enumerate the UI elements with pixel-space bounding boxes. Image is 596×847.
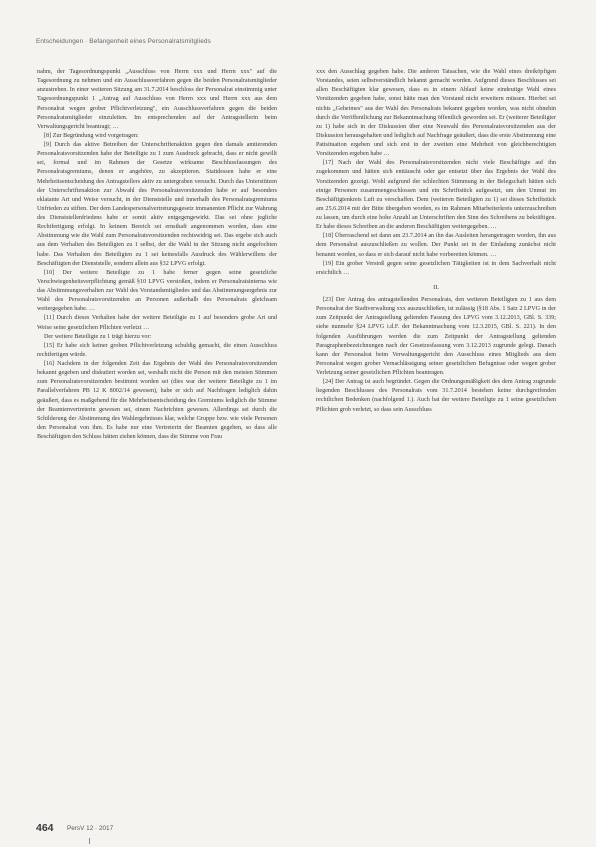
paragraph: [19] Ein grober Verstoß gegen seine gesetzlichen Tätigkeiten ist in dem Sachverhalt nicht ersichtlich … bbox=[316, 260, 556, 276]
paragraph: [23] Der Antrag des antragstellenden Personalrats, den weiteren Beteiligten zu 1 aus dem Personalrat der Stadtverwaltung xxx auszuschließen, ist zulässig (§18 Abs. 1 Satz 2 LPVG in der zum Zeitpunkt der Antragstellung geltenden Fassung des LPVG vom 3.12.2013, GBl. S. 339; siehe nunmehr §24 LPVG i.d.F. der Bekanntmachung vom 12.3.2015, GBl. S. 221). In den folgenden Ausführungen werden die zum Zeitpunkt der Antragstellung geltenden Paragraphenbezeichnungen nach der Gesetzesfassung vom 3.12.2013 zugrunde gelegt. Danach kann der Personalrat beim Verwaltungsgericht den Ausschluss eines Mitglieds aus dem Personalrat wegen grober Vernachlässigung seiner gesetzlichen Befugnisse oder wegen grober Verletzung seiner gesetzlichen Pflichten beantragen. bbox=[316, 297, 556, 376]
paragraph: [15] Er habe sich keiner groben Pflichtverletzung schuldig gemacht, die einen Ausschluss rechtfertigen würde. bbox=[37, 342, 277, 358]
left-text-column bbox=[37, 68, 277, 442]
paragraph: nahm, der Tagesordnungspunkt „Ausschluss von Herrn xxx und Herrn xxx" auf die Tagesordnung zu nehmen und ein Ausschlussverfahren gegen die beiden Personalratsmitglieder anzustreben. In einer weiteren Sitzung am 31.7.2014 beschloss der Personalrat einstimmig unter Tagesordnungspunkt 1 „Antrag auf Ausschluss von Herrn xxx und Herrn xxx aus dem Personalrat wegen grober Pflichtverletzung", ein Ausschlussverfahren gegen die beiden Personalratsmitglieder einzuleiten. Im entsprechenden auf der Antragstellerin beim Verwaltungsgericht beantragt; … bbox=[37, 69, 277, 130]
paragraph: [16] Nachdem in der folgenden Zeit das Ergebnis der Wahl des Personalratsvorsitzenden bekannt gegeben und diskutiert worden sei, weshalb nicht die Person mit den meisten Stimmen zum Personalratsvorsitzenden bestimmt worden sei (dies war der weitere Beteiligte zu 1 im Parallelverfahren PB 12 K 8002/14 gewesen), habe er sich auf Nachfragen lediglich dahin geäußert, dass es maßgebend für die Mehrheitsentscheidung des Gremiums lediglich die Stimme der Beamtenvertreterin gewesen sei, einem Nachrichten gewesen. Allerdings sei durch die Schilderung der Abstimmung des Wahlergebnisses klar, welche Gruppe bzw. wie viele Personen den Personalrat von ihm. Es habe nur eine Vertreterin der Beamten gegeben, so dass alle Beschäftigten den Schluss hätten ziehen können, dass die Stimme von Frau bbox=[37, 361, 277, 440]
paragraph: [11] Durch dieses Verhalten habe der weitere Beteiligte zu 1 auf besonders grobe Art und Weise seine gesetzlichen Pflichten verletzt … bbox=[37, 315, 277, 331]
paragraph: xxx den Ausschlag gegeben habe. Die anderen Tatsachen, wie die Wahl eines dreiköpfigen Vorstandes, seien selbstverständlich bekannt gemacht worden. Aufgrund dieses Beschlusses sei allen Beschäftigten klar gewesen, dass es in einem Ablauf keine eindeutige Wahl eines Vorsitzenden gegeben habe, sonst hätte man den Vorstand nicht erweitern müssen. Hierbei sei nichts „Geheimes" aus der Wahl des Personalrats bekannt gegeben worden, was nicht ohnehin durch die Veröffentlichung zur Bekanntmachung öffentlich geworden sei. Er (weiterer Beteiligter zu 1) habe sich in der Diskussion über eine Neuwahl des Personalratsvorsitzenden aus der Diskussion herausgehalten und lediglich auf Nachfrage geäußert, dass die erste Abstimmung eine Pattsituation ergeben und sich erst in der zweiten eine Mehrheit von gleichberechtigten Vorsitzenden ergeben habe … bbox=[316, 69, 556, 158]
paragraph: [24] Der Antrag ist auch begründet. Gegen die Ordnungsmäßigkeit des dem Antrag zugrunde liegenden Beschlusses des Personalrats vom 31.7.2014 bestehen keine durchgreifenden rechtlichen Bedenken (nachfolgend 1.). Auch hat der weitere Beteiligte zu 1 seine gesetzlichen Pflichten grob verletzt, so dass sein Ausschluss bbox=[316, 379, 556, 413]
running-header: Entscheidungen · Befangenheit eines Personalratsmitglieds bbox=[36, 38, 211, 45]
paragraph: [8] Zur Begründung wird vorgetragen: bbox=[44, 132, 139, 139]
page-number: 464 bbox=[36, 822, 54, 834]
paragraph: [18] Überraschend sei dann am 23.7.2014 an ihn das Ausleiten herangetragen worden, ihn aus dem Personalrat auszuschließen zu wollen. Der Punkt sei in der Einladung zunächst nicht benannt worden, so dass er sich darauf nicht habe vorbereiten können. … bbox=[316, 233, 556, 258]
right-text-column bbox=[316, 68, 556, 415]
paragraph: Der weitere Beteiligte zu 1 trägt hierzu vor: bbox=[44, 333, 152, 340]
paragraph: [9] Durch das aktive Betreiben der Unterschriftenaktion gegen den damals amtierenden Personalratsvorsitzenden habe der Beteiligte zu 1 zum Ausdruck gebracht, dass er nicht gewillt sei, formal und im Rahmen der Gesetze wirksame Beschlussfassungen des Personalratsgremiums, denen er angehöre, zu akzeptieren. Stattdessen habe er eine Mehrheitsentscheidung des Antragstellers aktiv zu untergraben versucht. Durch das Unterstützen der Unterschriftenaktion zur Abwahl des Personalratsvorsitzenden habe er auf besonders eklatante Art und Weise versucht, in der Dienststelle und innerhalb des Personalratsgremiums Unfrieden zu stiften. Der dem Landespersonalvertretungsgesetz immanenten Pflicht zur Wahrung des Dienststellenfriedens habe er somit aktiv entgegengewirkt. Das sei ohne jegliche Rechtfertigung erfolgt. In keinem Bereich sei ernsthaft angenommen worden, dass eine Abstimmung wie die Wahl zum Personalratsvorsitzenden rechtswidrig sei. Das ergebe sich auch aus dem Verhalten des Beteiligten zu 1 selbst, der die Wahl in der Sitzung nicht angefochten habe. Das Verhalten des Beteiligten zu 1 sei keinesfalls Ausdruck des Wählerwillens der Beschäftigten der Dienststelle, sondern allein aus §32 LPVG erfolgt. bbox=[37, 142, 277, 267]
paragraph: [17] Nach der Wahl des Personalratsvorsitzenden nicht viele Beschäftigte auf ihn zugekommen und hätten sich enttäuscht oder gar entsetzt über das Ergebnis der Wahl des Vorsitzenden gezeigt. Wohl aufgrund der schlechten Stimmung in der Belegschaft hätten sich einige Personen zusammengeschlossen und ein Schriftstück aufgesetzt, um den Unmut im Beschäftigtenkreis Luft zu verschaffen. Dem (weiteren Beteiligten zu 1) sei dieses Schriftstück am 25.6.2014 mit der Bitte übergeben worden, es im Rahmen Mitarbeiterkreis unterzuschreiben zu lassen, um durch eine hohe Anzahl an Unterschriften den Sinn des Schreibens zu bekräftigen. Er habe dieses Schreiben an die anderen Beschäftigten weitergegeben. … bbox=[316, 160, 556, 231]
margin-mark bbox=[89, 838, 90, 844]
paragraph: [10] Der weitere Beteiligte zu 1 habe ferner gegen seine gesetzliche Verschwiegenheitsverpflichtung gemäß §10 LPVG verstoßen, indem er Personalratsinterna wie das Abstimmungsverhalten zur Wahl des Vorstandsmitgliedes und das Abstimmungsergebnis zur Wahl des Personalratsvorsitzenden an Personen außerhalb des Personalrats gleichsam weitergegeben habe. … bbox=[37, 269, 277, 313]
page-footer bbox=[36, 818, 113, 836]
journal-reference: PersV 12 · 2017 bbox=[66, 825, 114, 832]
section-heading: II. bbox=[433, 283, 439, 291]
